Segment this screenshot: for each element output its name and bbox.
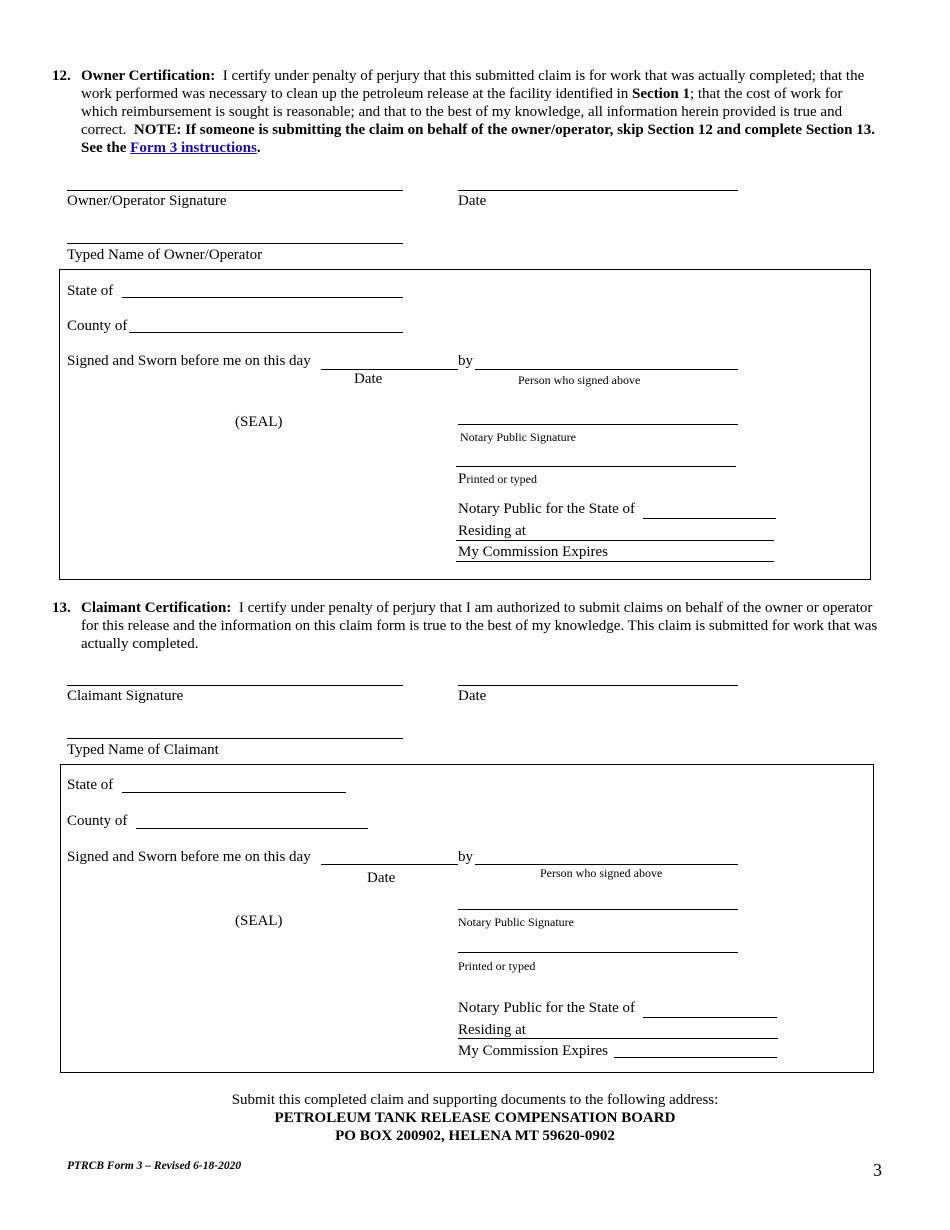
owner-signature-label: Owner/Operator Signature (67, 193, 227, 209)
claimant-date-label: Date (458, 688, 487, 704)
notary-state-of-line[interactable] (643, 1017, 777, 1018)
certification-text-continued: ; that the cost of work for which reimbursement is sought is reasonable; and that to the best of my knowledge, all information herein provided is true and correct. (81, 86, 843, 138)
person-signed-label: Person who signed above (518, 373, 641, 387)
seal-label: (SEAL) (235, 414, 283, 430)
notary-signature-label: Notary Public Signature (460, 430, 576, 444)
certification-text: I certify under penalty of perjury that this submitted claim is for work that was actually completed; that the work performed was necessary to clean up the petroleum release at the facility identified in (81, 68, 865, 102)
owner-date-line[interactable] (458, 190, 738, 191)
submit-instructions: Submit this completed claim and supporting documents to the following address: (231, 1092, 719, 1108)
residing-at-line[interactable] (458, 1038, 778, 1039)
commission-expires-line[interactable] (456, 561, 774, 562)
claimant-typed-name-line[interactable] (67, 738, 403, 739)
mailing-address: PO BOX 200902, HELENA MT 59620-0902 (335, 1128, 615, 1144)
organization-name: PETROLEUM TANK RELEASE COMPENSATION BOARD (274, 1110, 676, 1126)
printed-name-label (458, 471, 537, 488)
section-13-claimant-certification (52, 599, 882, 653)
submission-address-block (0, 1091, 950, 1145)
residing-at-label: Residing at (458, 523, 526, 539)
page-number: 3 (873, 1160, 882, 1180)
claimant-typed-name-label: Typed Name of Claimant (67, 742, 219, 758)
printed-name-line[interactable] (456, 466, 736, 467)
printed-name-label: Printed or typed (458, 959, 536, 973)
sworn-label: Signed and Sworn before me on this day (67, 849, 311, 865)
claimant-signature-label: Claimant Signature (67, 688, 184, 704)
sworn-date-label: Date (367, 870, 396, 886)
printed-name-line[interactable] (458, 952, 738, 953)
section-heading: Claimant Certification: (81, 600, 232, 616)
residing-at-label: Residing at (458, 1022, 526, 1038)
note-text: NOTE: If someone is submitting the claim on behalf of the owner/operator, skip Section 12 and complete Section 13. See the (81, 122, 875, 156)
owner-typed-name-label: Typed Name of Owner/Operator (67, 247, 263, 263)
notary-county-label: County of (67, 318, 128, 334)
notary-signature-line[interactable] (458, 424, 738, 425)
notary-state-label: State of (67, 777, 114, 793)
notary-state-line[interactable] (122, 297, 403, 298)
certification-text: I certify under penalty of perjury that I am authorized to submit claims on behalf of the owner or operator for this release and the information on this claim form is true to the best of my knowledge. This claim is submitted for work that was actually completed. (81, 600, 878, 652)
form-3-instructions-link[interactable]: Form 3 instructions (130, 140, 257, 156)
by-label: by (458, 849, 473, 865)
sworn-label: Signed and Sworn before me on this day (67, 353, 311, 369)
notary-county-line[interactable] (136, 828, 368, 829)
notary-state-label: State of (67, 283, 114, 299)
notary-signature-label: Notary Public Signature (458, 915, 574, 929)
sworn-date-line[interactable] (321, 864, 458, 865)
seal-label: (SEAL) (235, 913, 283, 929)
section-heading: Owner Certification: (81, 68, 216, 84)
sworn-date-line[interactable] (321, 369, 458, 370)
commission-expires-label: My Commission Expires (458, 1043, 609, 1059)
residing-at-line[interactable] (456, 540, 774, 541)
section-12-text (81, 67, 882, 157)
notary-state-of-label: Notary Public for the State of (458, 1000, 636, 1016)
person-signed-label: Person who signed above (540, 866, 663, 880)
commission-expires-line[interactable] (614, 1057, 777, 1058)
owner-signature-line[interactable] (67, 190, 403, 191)
owner-date-label: Date (458, 193, 487, 209)
claimant-signature-line[interactable] (67, 685, 403, 686)
section-12-owner-certification (52, 67, 882, 157)
commission-expires-label: My Commission Expires (458, 544, 609, 560)
section-number: 13. (52, 600, 71, 616)
section-reference: Section 1 (632, 86, 690, 102)
owner-typed-name-line[interactable] (67, 243, 403, 244)
notary-state-line[interactable] (122, 792, 346, 793)
notary-county-line[interactable] (129, 332, 403, 333)
printed-name-rest: rinted or typed (466, 472, 537, 486)
person-signed-line[interactable] (475, 369, 738, 370)
notary-county-label: County of (67, 813, 128, 829)
notary-state-of-label: Notary Public for the State of (458, 501, 636, 517)
claimant-date-line[interactable] (458, 685, 738, 686)
note-period: . (256, 140, 261, 156)
person-signed-line[interactable] (475, 864, 738, 865)
section-13-text (81, 599, 882, 653)
sworn-date-label: Date (354, 371, 383, 387)
form-revision-id: PTRCB Form 3 – Revised 6-18-2020 (67, 1160, 242, 1172)
printed-name-initial: P (458, 471, 467, 487)
notary-state-of-line[interactable] (643, 518, 776, 519)
section-number: 12. (52, 68, 71, 84)
by-label: by (458, 353, 473, 369)
notary-signature-line[interactable] (458, 909, 738, 910)
